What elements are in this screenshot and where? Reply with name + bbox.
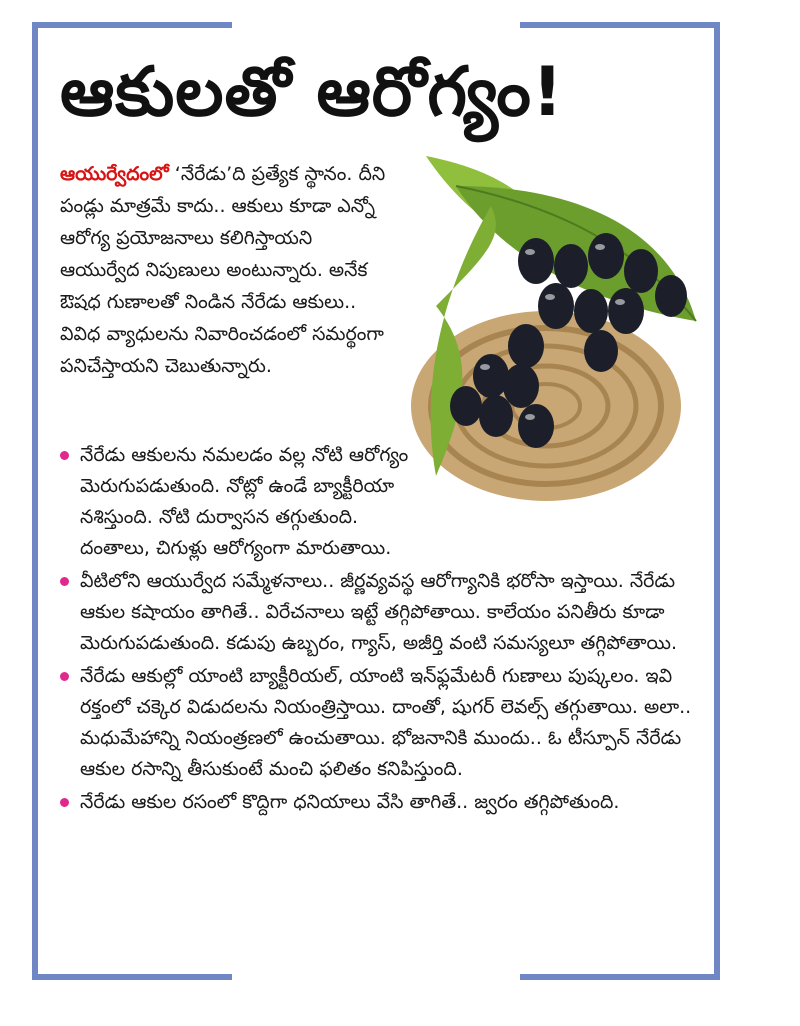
bullet-icon (60, 577, 69, 586)
benefits-list (60, 440, 700, 818)
frame-top-right (520, 22, 720, 28)
intro-body: ‘నేరేడు’ది ప్రత్యేక స్థానం. దీని పండ్లు మాత్రమే కాదు.. ఆకులు కూడా ఎన్నో ఆరోగ్య ప్రయోజనాలు కలిగిస్తాయని ఆయుర్వేద నిపుణులు అంటున్నారు. అనేక ఔషధ గుణాలతో నిండిన నేరేడు ఆకులు.. వివిధ వ్యాధులను నివారించడంలో సమర్థంగా పనిచేస్తాయని చెబుతున్నారు. (60, 163, 386, 377)
list-item-text: నేరేడు ఆకులను నమలడం వల్ల నోటి ఆరోగ్యం మెరుగుపడుతుంది. నోట్లో ఉండే బ్యాక్టీరియా నశిస్తుంది. నోటి దుర్వాసన తగ్గుతుంది. దంతాలు, చిగుళ్లు ఆరోగ్యంగా మారుతాయి. (80, 444, 409, 559)
frame-bottom-left (32, 974, 232, 980)
list-item (60, 787, 700, 818)
frame-left (32, 22, 38, 980)
intro-lead: ఆయుర్వేదంలో (60, 163, 169, 185)
list-item (60, 661, 700, 785)
list-item (60, 566, 700, 659)
article-headline: ఆకులతో ఆరోగ్యం! (60, 53, 564, 132)
bullet-icon (60, 451, 69, 460)
bullet-icon (60, 798, 69, 807)
frame-bottom-right (520, 974, 720, 980)
frame-top-left (32, 22, 232, 28)
list-item-text: నేరేడు ఆకుల రసంలో కొద్దిగా ధనియాలు వేసి తాగితే.. జ్వరం తగ్గిపోతుంది. (80, 791, 620, 813)
list-item-text: వీటిలోని ఆయుర్వేద సమ్మేళనాలు.. జీర్ణవ్యవస్థ ఆరోగ్యానికి భరోసా ఇస్తాయి. నేరేడు ఆకుల కషాయం తాగితే.. విరేచనాలు ఇట్టే తగ్గిపోతాయి. కాలేయం పనితీరు కూడా మెరుగుపడుతుంది. కడుపు ఉబ్బరం, గ్యాస్, అజీర్తి వంటి సమస్యలూ తగ్గిపోతాయి. (80, 570, 677, 654)
bullet-icon (60, 672, 69, 681)
list-item (60, 440, 700, 564)
list-item-text: నేరేడు ఆకుల్లో యాంటి బ్యాక్టీరియల్, యాంటి ఇన్‌ఫ్లమేటరీ గుణాలు పుష్కలం. ఇవి రక్తంలో చక్కెర విడుదలను నియంత్రిస్తాయి. దాంతో, షుగర్ లెవల్స్ తగ్గుతాయి. అలా.. మధుమేహాన్ని నియంత్రణలో ఉంచుతాయి. భోజనానికి ముందు.. ఓ టీస్పూన్ నేరేడు ఆకుల రసాన్ని తీసుకుంటే మంచి ఫలితం కనిపిస్తుంది. (80, 665, 692, 780)
frame-right (714, 22, 720, 980)
intro-paragraph (60, 158, 390, 382)
